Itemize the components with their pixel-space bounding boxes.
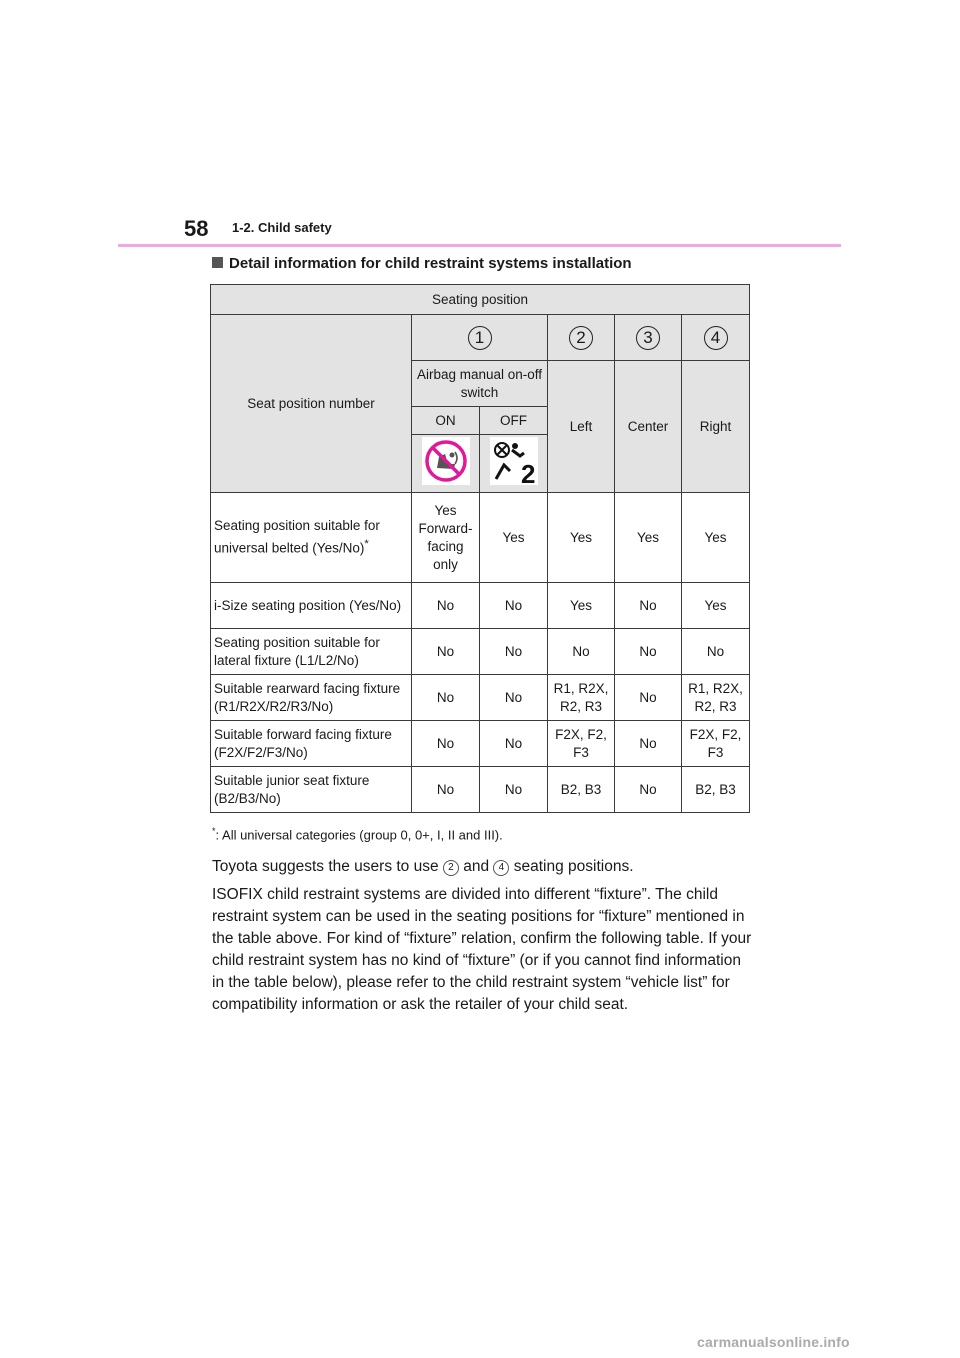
header-divider [118, 244, 841, 247]
heading-text: Detail information for child restraint systems installation [229, 255, 632, 272]
table-cell-off: Yes [480, 493, 548, 583]
left-label: Left [548, 361, 615, 493]
bullet-square-icon [212, 257, 223, 268]
table-cell-left: Yes [548, 583, 615, 629]
airbag-switch-label: Airbag manual on-off switch [412, 361, 548, 407]
table-cell-left: R1, R2X, R2, R3 [548, 675, 615, 721]
section-title: 1-2. Child safety [232, 220, 332, 235]
right-label: Right [682, 361, 750, 493]
table-cell-right: No [682, 629, 750, 675]
table-cell-off: No [480, 675, 548, 721]
footnote-text: : All universal categories (group 0, 0+, I, II and III). [215, 827, 503, 843]
table-cell-left: B2, B3 [548, 767, 615, 813]
table-cell-right: R1, R2X, R2, R3 [682, 675, 750, 721]
table-cell-center: No [615, 629, 682, 675]
table-row-label: i-Size seating position (Yes/No) [211, 583, 412, 629]
seat-number-circle: 3 [636, 326, 660, 350]
table-cell-right: Yes [682, 493, 750, 583]
table-footnote [212, 826, 503, 842]
table-cell-right: B2, B3 [682, 767, 750, 813]
seat-number-2 [548, 315, 615, 361]
table-cell-off: No [480, 629, 548, 675]
on-label: ON [412, 407, 480, 435]
airbag-off-icon-cell [480, 435, 548, 493]
table-cell-on: Yes Forward-facing only [412, 493, 480, 583]
seat-number-circle: 2 [569, 326, 593, 350]
table-cell-off: No [480, 583, 548, 629]
seating-position-header: Seating position [211, 285, 750, 315]
table-cell-center: No [615, 721, 682, 767]
body-paragraph: ISOFIX child restraint systems are divided into different “fixture”. The child restraint system can be used in the seating positions for “fixture” mentioned in the table above. For kind of “fixture” relation, confirm the following table. If your child restraint system has no kind of “fixture” (or if you cannot find information in the table below), please refer to the child restraint system “vehicle list” for compatibility information or ask the retailer of your child seat. [212, 886, 752, 1013]
table-row-label: Suitable forward facing fixture (F2X/F2/F3/No) [211, 721, 412, 767]
table-cell-on: No [412, 675, 480, 721]
table-cell-center: No [615, 583, 682, 629]
table-row-label: Suitable junior seat fixture (B2/B3/No) [211, 767, 412, 813]
svg-text:2: 2 [520, 459, 535, 485]
table-cell-on: No [412, 721, 480, 767]
seating-table [210, 284, 750, 813]
table-row-label: Seating position suitable for universal belted (Yes/No)* [211, 493, 412, 583]
table-cell-center: No [615, 767, 682, 813]
seat-number-circle: 1 [468, 326, 492, 350]
table-cell-on: No [412, 583, 480, 629]
table-cell-right: Yes [682, 583, 750, 629]
table-cell-left: No [548, 629, 615, 675]
seat-2-icon: 2 [443, 860, 459, 876]
table-cell-on: No [412, 629, 480, 675]
watermark: carmanualsonline.info [697, 1334, 850, 1350]
prohibited-icon-cell [412, 435, 480, 493]
table-row-label: Seating position suitable for lateral fixture (L1/L2/No) [211, 629, 412, 675]
table-cell-left: Yes [548, 493, 615, 583]
table-cell-on: No [412, 767, 480, 813]
table-cell-off: No [480, 721, 548, 767]
page-number: 58 [184, 216, 209, 241]
table-cell-right: F2X, F2, F3 [682, 721, 750, 767]
seat-position-number-label: Seat position number [211, 315, 412, 493]
suggestion-text: Toyota suggests the users to use 2 and 4 seating positions. [212, 858, 634, 875]
child-seat-prohibited-icon [422, 437, 470, 485]
table-cell-center: No [615, 675, 682, 721]
seat-number-1 [412, 315, 548, 361]
section-heading [212, 255, 632, 272]
seat-4-icon: 4 [493, 860, 509, 876]
table-row-label: Suitable rearward facing fixture (R1/R2X/R2/R3/No) [211, 675, 412, 721]
center-label: Center [615, 361, 682, 493]
table-cell-left: F2X, F2, F3 [548, 721, 615, 767]
off-label: OFF [480, 407, 548, 435]
table-cell-center: Yes [615, 493, 682, 583]
table-cell-off: No [480, 767, 548, 813]
seat-number-4 [682, 315, 750, 361]
seat-number-3 [615, 315, 682, 361]
airbag-off-icon [490, 437, 538, 485]
seat-number-circle: 4 [704, 326, 728, 350]
footnote-mark: * [212, 826, 216, 836]
